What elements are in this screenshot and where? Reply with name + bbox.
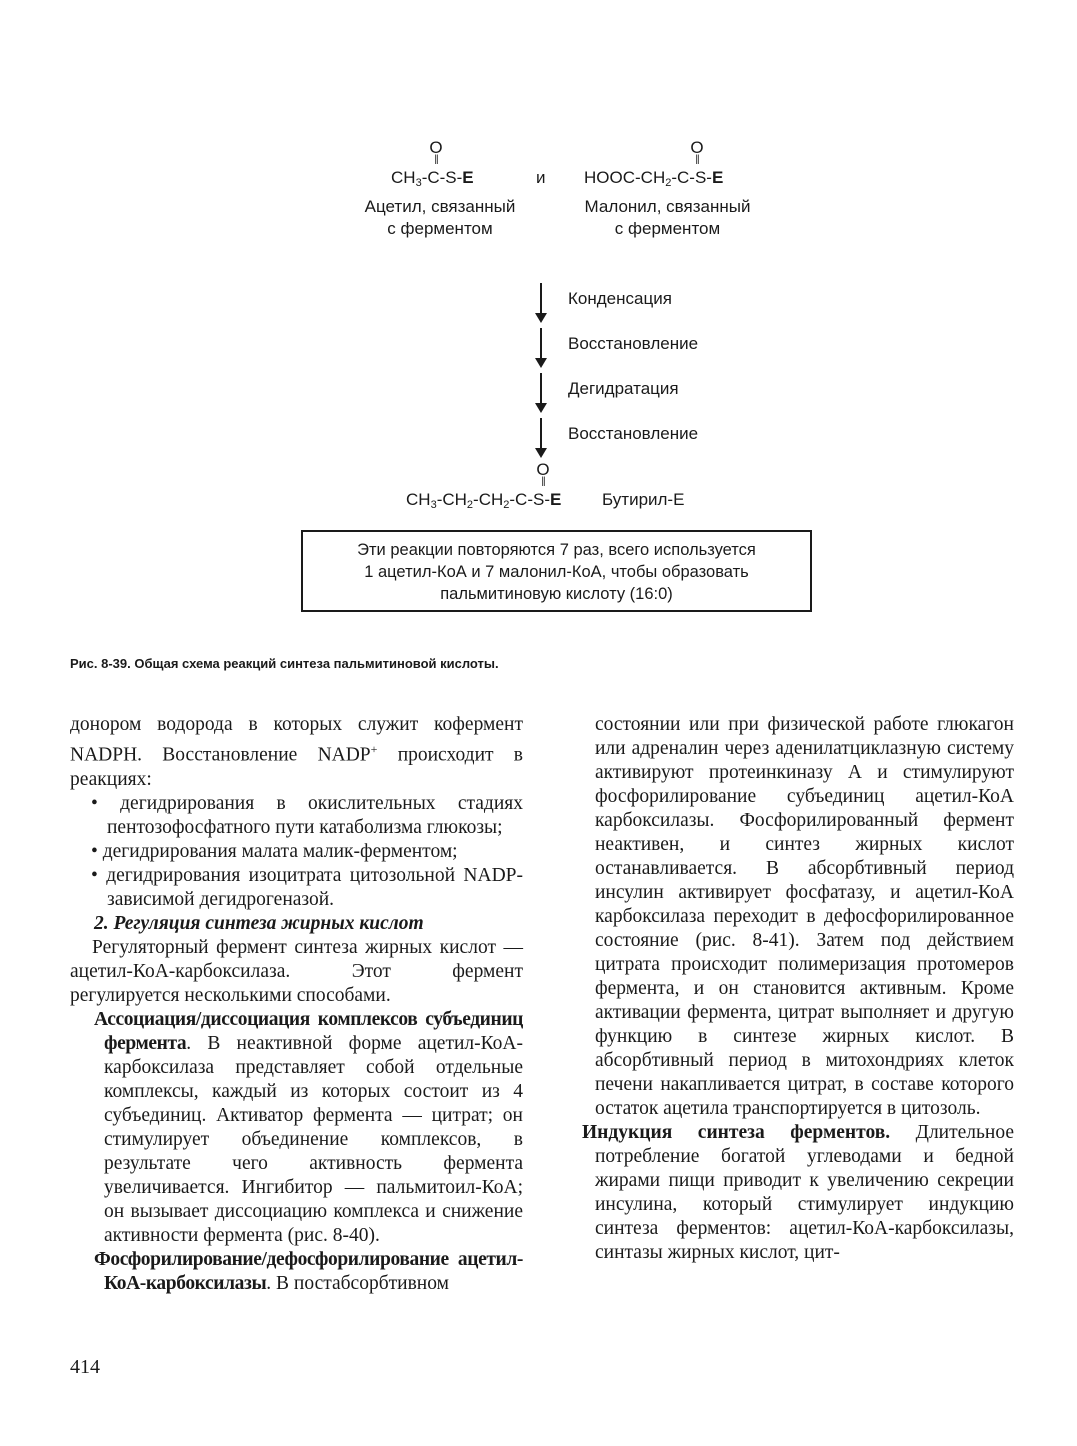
butyryl-name: Бутирил-Е (602, 490, 685, 509)
butyryl-formula: $CH_3-CH_2-CH_2-C-S-E$ (406, 490, 562, 511)
arrow-down-icon (540, 373, 542, 407)
list-item: • дегидрирования малата малик-ферментом; (91, 840, 458, 862)
paragraph: Регуляторный фермент синтеза жирных кислот — ацетил-КоА-карбоксилаза. Этот фермент регулируется несколькими способами. (70, 936, 523, 1006)
malonyl-label: Малонил, связанный с ферментом (584, 197, 751, 238)
summary-box: Эти реакции повторяются 7 раз, всего используется 1 ацетил-КоА и 7 малонил-КоА, чтобы образовать пальмитиновую кислоту (16:0) (301, 530, 812, 612)
acetyl-label: Ацетил, связанный с ферментом (364, 197, 516, 238)
acetyl-formula: $CH_3-C-S-E$ (391, 168, 474, 189)
list-item: Фосфорилирование/дефосфорилирование ацетил-КоА-карбоксилазы. В постабсорбтивном (94, 1248, 523, 1294)
malonyl-formula: HOOC-$CH_2-C-S-E$ (584, 168, 724, 189)
right-column (582, 713, 1014, 1265)
list-item: • дегидрирования изоцитрата цитозольной NADP-зависимой дегидрогеназой. (91, 864, 523, 910)
list-item: Ассоциация/диссоциация комплексов субъединиц фермента. В неактивной форме ацетил-КоА-карбоксилаза представляет собой отдельные комплексы, каждый из которых состоит из 4 субъединиц. Активатор фермента — цитрат; он стимулирует объединение комплексов, в результате чего активность фермента увеличивается. Ингибитор — пальмитоил-КоА; он вызывает диссоциацию комплекса и снижение активности фермента (рис. 8-40). (94, 1008, 523, 1246)
left-column (70, 713, 523, 1296)
arrow-down-icon (540, 283, 542, 317)
arrow-down-icon (540, 328, 542, 362)
connector-and: и (536, 168, 546, 187)
section-heading: 2. Регуляция синтеза жирных кислот (94, 912, 424, 934)
product-carbonyl-oxygen: O || (536, 460, 550, 487)
paragraph: донором водорода в которых служит кофермент NADPH. Восстановление NADP+ происходит в реакциях: (70, 714, 523, 790)
arrow-down-icon (540, 418, 542, 452)
paragraph: состоянии или при физической работе глюкагон или адреналин через аденилатциклазную систему активируют протеинкиназу А и стимулируют фосфорилирование субъединиц ацетил-КоА карбоксилазы. Фосфорилированный фермент неактивен, и синтез жирных кислот останавливается. В абсорбтивный период инсулин активирует фосфатазу, и ацетил-КоА карбоксилаза переходит в дефосфорилированное состояние (рис. 8-41). Затем под действием цитрата происходит полимеризация протомеров фермента, и он становится активным. Кроме активации фермента, цитрат выполняет и другую функцию в синтезе жирных кислот. В абсорбтивный период в митохондриях клеток печени накапливается цитрат, в составе которого остаток ацетила транспортируется в цитозоль. (595, 714, 1014, 1119)
page-number: 414 (70, 1356, 100, 1378)
list-item: • дегидрирования в окислительных стадиях пентозофосфатного пути катаболизма глюкозы; (91, 792, 523, 838)
left-carbonyl-oxygen: O || (429, 138, 443, 165)
list-item: Индукция синтеза ферментов. Длительное потребление богатой углеводами и бедной жирами пищи приводит к увеличению секреции инсулина, который стимулирует индукцию синтеза ферментов: ацетил-КоА-карбоксилазы, синтазы жирных кислот, цит- (582, 1122, 1014, 1263)
figure-caption: Рис. 8-39. Общая схема реакций синтеза пальмитиновой кислоты. (70, 656, 499, 671)
right-carbonyl-oxygen: O || (690, 138, 704, 165)
